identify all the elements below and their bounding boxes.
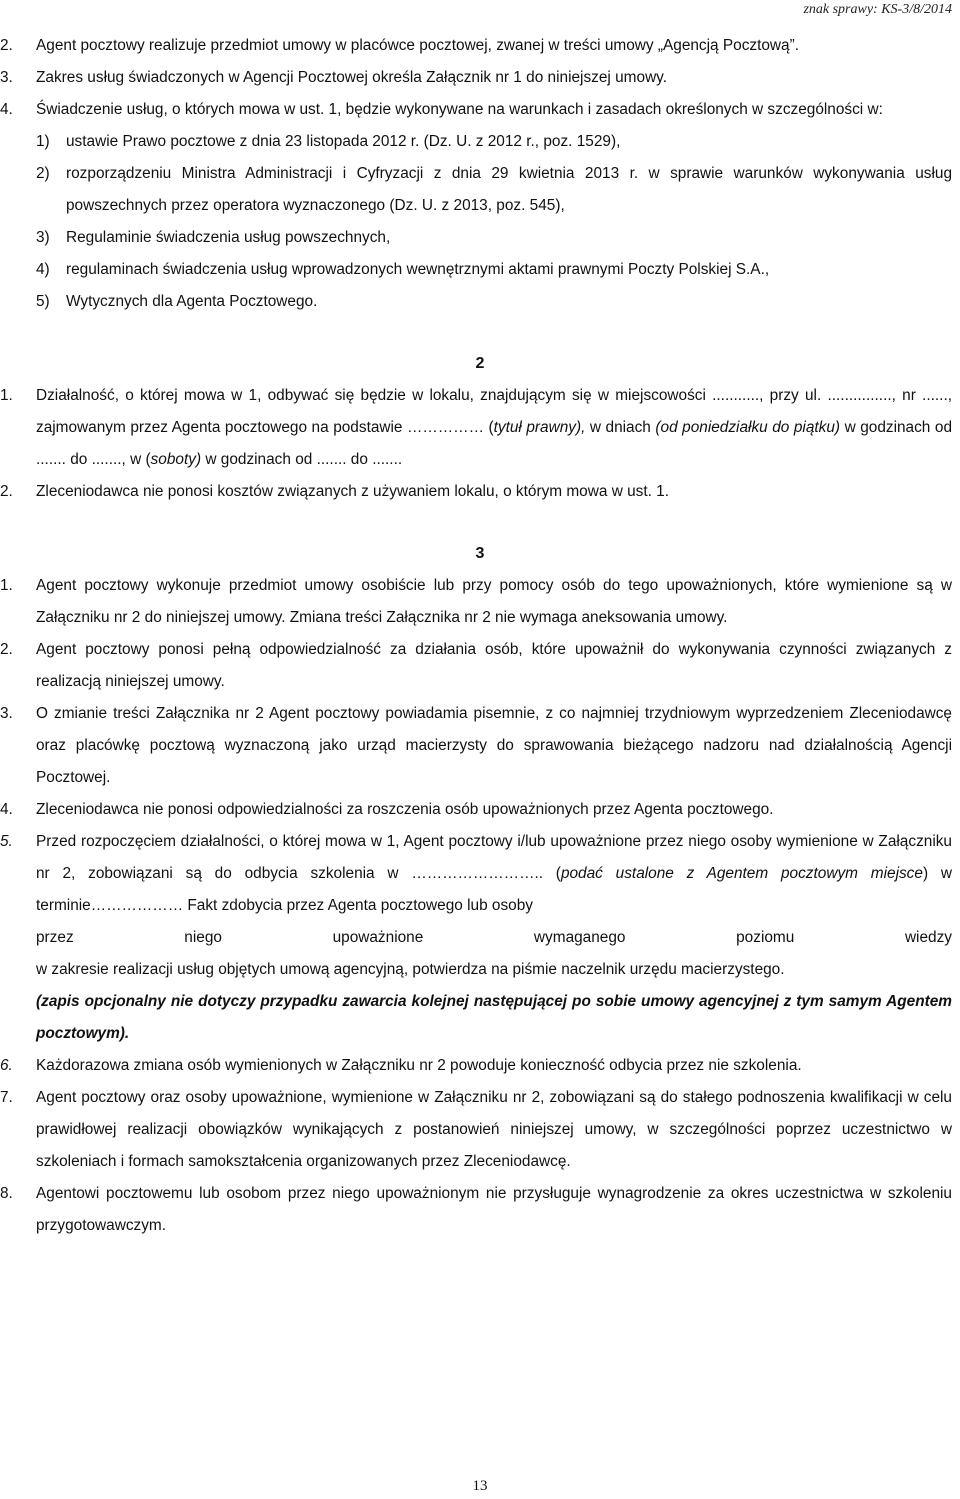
paragraph-number: 4.: [0, 801, 13, 818]
list-item-3: [0, 222, 960, 254]
paragraph-number: 3.: [0, 69, 13, 86]
list-item-5: [0, 286, 960, 318]
page-number: 13: [472, 1478, 488, 1494]
paragraph-italic-text: soboty): [150, 451, 202, 468]
list-number: 1): [36, 133, 50, 150]
paragraph-number: 7.: [0, 1089, 13, 1106]
list-number: 5): [36, 293, 50, 310]
paragraph-text: Świadczenie usług, o których mowa w ust. 1, będzie wykonywane na warunkach i zasadach określonych w szczególności w:: [36, 101, 883, 118]
paragraph-italic-text: tytuł prawny),: [493, 419, 586, 436]
paragraph-text: Agent pocztowy oraz osoby upoważnione, wymienione w Załączniku nr 2, zobowiązani są do stałego podnoszenia kwalifikacji w celu prawidłowej realizacji obowiązków wynikających z postanowień niniejszej umowy, w szczególności poprzez uczestnictwo w szkoleniach i formach samokształcenia organizowanych przez Zleceniodawcę.: [36, 1089, 952, 1170]
paragraph-text: Agentowi pocztowemu lub osobom przez niego upoważnionym nie przysługuje wynagrodzenie za okres uczestnictwa w szkoleniu przygotowawczym.: [36, 1185, 952, 1234]
section-heading-3: 3: [475, 545, 485, 562]
paragraph-text: w godzinach od ....... do ......., w (: [36, 419, 953, 468]
paragraph-3-6: [0, 1050, 960, 1082]
paragraph-text: Zleceniodawca nie ponosi odpowiedzialności za roszczenia osób upoważnionych przez Agenta pocztowego.: [36, 801, 774, 818]
list-item-4: [0, 254, 960, 286]
paragraph-number: 6.: [0, 1057, 13, 1074]
paragraph-text: Działalność, o której mowa w 1, odbywać się będzie w lokalu, znajdującym się w miejscowości ..........., przy ul. ..............., nr ......, zajmowanym przez Agenta pocztowego na podstawie …………… (: [36, 387, 952, 436]
paragraph-number: 4.: [0, 101, 13, 118]
paragraph-number: 2.: [0, 37, 13, 54]
paragraph-3-2: [0, 634, 960, 698]
paragraph-text: Agent pocztowy realizuje przedmiot umowy w placówce pocztowej, zwanej w treści umowy „Agencją Pocztową”.: [36, 37, 800, 54]
paragraph-3-7: [0, 1082, 960, 1178]
paragraph-number: 2.: [0, 641, 13, 658]
case-reference: znak sprawy: KS-3/8/2014: [803, 2, 952, 17]
list-item-2: [0, 158, 960, 222]
list-number: 3): [36, 229, 50, 246]
paragraph-italic-text: (od poniedziałku do piątku): [655, 419, 841, 436]
paragraph-3-3: [0, 698, 960, 794]
list-text: Regulaminie świadczenia usług powszechnych,: [66, 229, 391, 246]
paragraph-2-2: [0, 476, 960, 508]
list-text: rozporządzeniu Ministra Administracji i Cyfryzacji z dnia 29 kwietnia 2013 r. w sprawie warunków wykonywania usług powszechnych przez operatora wyznaczonego (Dz. U. z 2013, poz. 545),: [66, 165, 952, 214]
paragraph-text: Agent pocztowy wykonuje przedmiot umowy osobiście lub przy pomocy osób do tego upoważnionych, które wymienione są w Załączniku nr 2 do niniejszej umowy. Zmiana treści Załącznika nr 2 nie wymaga aneksowania umowy.: [36, 577, 952, 626]
optional-clause-note: (zapis opcjonalny nie dotyczy przypadku zawarcia kolejnej następującej po sobie umowy agencyjnej z tym samym Agentem pocztowym).: [36, 993, 952, 1042]
paragraph-text: Zakres usług świadczonych w Agencji Pocztowej określa Załącznik nr 1 do niniejszej umowy.: [36, 69, 668, 86]
paragraph-text-line: w zakresie realizacji usług objętych umową agencyjną, potwierdza na piśmie naczelnik urzędu macierzystego.: [36, 961, 785, 978]
paragraph-1-3: [0, 62, 960, 94]
paragraph-text: Agent pocztowy ponosi pełną odpowiedzialność za działania osób, które upoważnił do wykonywania czynności związanych z realizacją niniejszej umowy.: [36, 641, 952, 690]
paragraph-1-2: [0, 30, 960, 62]
paragraph-number: 8.: [0, 1185, 13, 1202]
list-text: Wytycznych dla Agenta Pocztowego.: [66, 293, 318, 310]
paragraph-3-8: [0, 1178, 960, 1242]
paragraph-text: ) w terminie……………… Fakt zdobycia przez Agenta pocztowego lub osoby: [36, 865, 952, 914]
paragraph-number: 1.: [0, 387, 13, 404]
paragraph-justified-line: przez niego upoważnione wymaganego poziomu wiedzy: [36, 929, 952, 946]
section-heading-2: 2: [475, 355, 485, 372]
paragraph-3-4: [0, 794, 960, 826]
paragraph-text: w dniach: [585, 419, 656, 436]
document-page: [0, 30, 960, 1242]
paragraph-text: w godzinach od ....... do .......: [201, 451, 403, 468]
paragraph-number: 3.: [0, 705, 13, 722]
paragraph-text: Każdorazowa zmiana osób wymienionych w Załączniku nr 2 powoduje konieczność odbycia przez nie szkolenia.: [36, 1057, 802, 1074]
paragraph-3-1: [0, 570, 960, 634]
paragraph-number: 1.: [0, 577, 13, 594]
paragraph-text: Przed rozpoczęciem działalności, o której mowa w 1, Agent pocztowy i/lub upoważnione przez niego osoby wymienione w Załączniku nr 2, zobowiązani są do odbycia szkolenia w …………………….. (: [36, 833, 952, 882]
paragraph-text: O zmianie treści Załącznika nr 2 Agent pocztowy powiadamia pisemnie, z co najmniej trzydniowym wyprzedzeniem Zleceniodawcę oraz placówkę pocztową wyznaczoną jako urząd macierzysty do sprawowania bieżącego nadzoru nad działalnością Agencji Pocztowej.: [36, 705, 952, 786]
paragraph-italic-text: podać ustalone z Agentem pocztowym miejsce: [560, 865, 923, 882]
paragraph-3-5: [0, 826, 960, 1050]
list-number: 4): [36, 261, 50, 278]
paragraph-2-1: [0, 380, 960, 476]
paragraph-number: 2.: [0, 483, 13, 500]
paragraph-text: Zleceniodawca nie ponosi kosztów związanych z używaniem lokalu, o którym mowa w ust. 1.: [36, 483, 670, 500]
list-number: 2): [36, 165, 50, 182]
list-item-1: [0, 126, 960, 158]
paragraph-number: 5.: [0, 833, 13, 850]
list-text: ustawie Prawo pocztowe z dnia 23 listopada 2012 r. (Dz. U. z 2012 r., poz. 1529),: [66, 133, 621, 150]
paragraph-1-4: [0, 94, 960, 126]
list-text: regulaminach świadczenia usług wprowadzonych wewnętrznymi aktami prawnymi Poczty Polskiej S.A.,: [66, 261, 770, 278]
